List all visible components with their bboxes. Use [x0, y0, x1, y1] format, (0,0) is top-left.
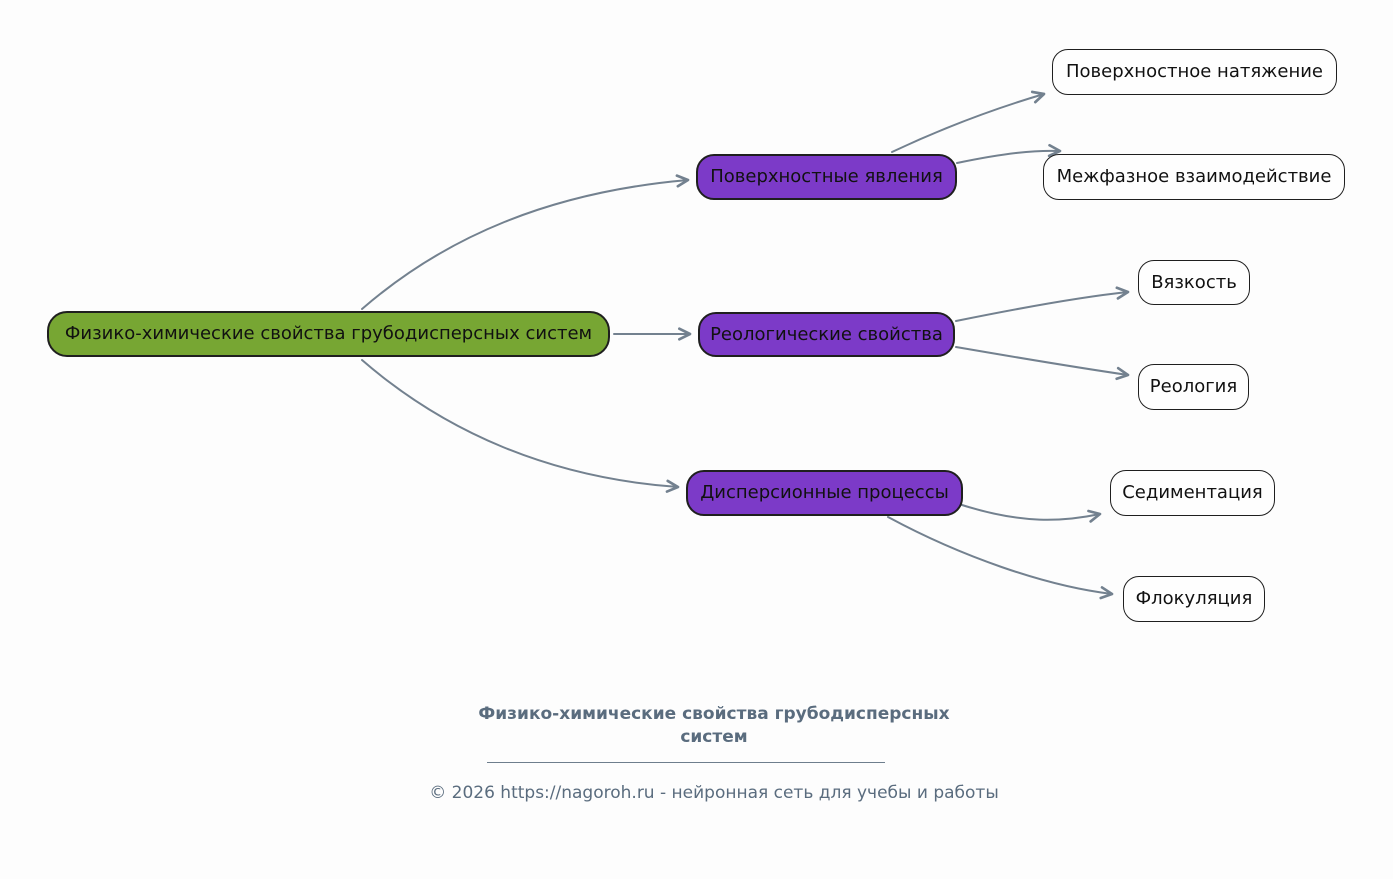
node-leaf-interphase-interaction: Межфазное взаимодействие — [1043, 154, 1345, 200]
footer-title: Физико-химические свойства грубодисперсных систем — [478, 704, 950, 748]
connector-branch-3-to-leaf-2 — [888, 517, 1112, 594]
node-branch-rheological-properties: Реологические свойства — [698, 312, 955, 357]
connector-root-to-branch-3 — [362, 360, 678, 487]
node-leaf-flocculation: Флокуляция — [1123, 576, 1265, 622]
node-root: Физико-химические свойства грубодисперсных систем — [47, 311, 610, 357]
footer-divider — [487, 762, 885, 763]
node-leaf-sedimentation: Седиментация — [1110, 470, 1275, 516]
footer-copyright: © 2026 https://nagoroh.ru - нейронная сеть для учебы и работы — [429, 783, 999, 803]
connector-branch-2-to-leaf-2 — [956, 347, 1128, 375]
connector-branch-3-to-leaf-1 — [962, 505, 1100, 520]
node-leaf-surface-tension: Поверхностное натяжение — [1052, 49, 1337, 95]
node-branch-surface-phenomena: Поверхностные явления — [696, 154, 957, 200]
node-leaf-rheology: Реология — [1138, 364, 1249, 410]
connector-branch-2-to-leaf-1 — [956, 292, 1128, 321]
connector-branch-1-to-leaf-1 — [892, 94, 1044, 152]
node-leaf-viscosity: Вязкость — [1138, 260, 1250, 305]
node-branch-dispersion-processes: Дисперсионные процессы — [686, 470, 963, 516]
connector-root-to-branch-1 — [362, 180, 688, 309]
